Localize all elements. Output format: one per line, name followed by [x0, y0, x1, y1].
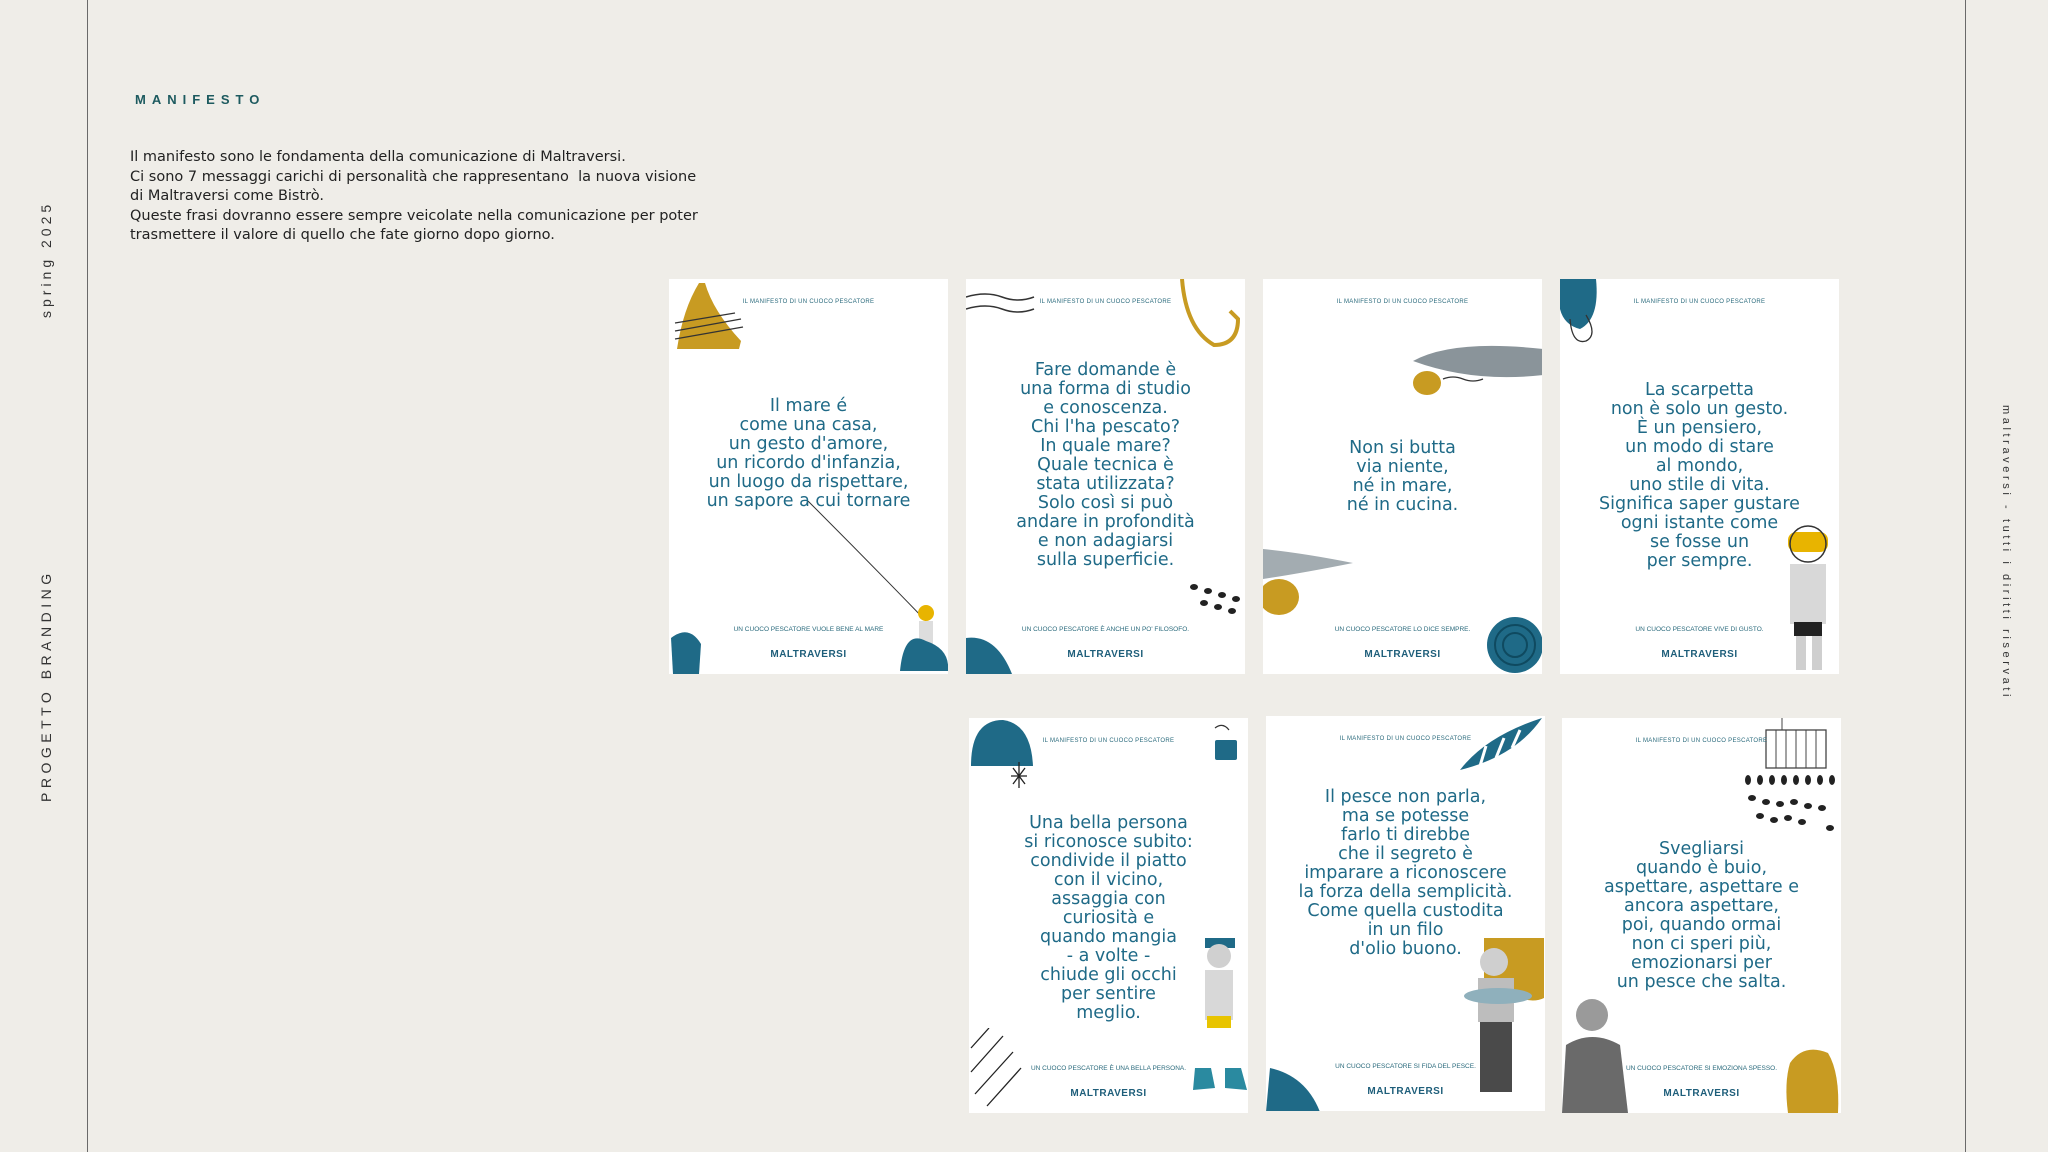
- poster-header: IL MANIFESTO DI UN CUOCO PESCATORE: [1042, 738, 1175, 744]
- poster-quote: La scarpetta non è solo un gesto. È un pensiero, un modo di stare al mondo, uno stile di vita. Significa saper gustare ogni istante come se fosse un per sempre.: [1599, 380, 1800, 571]
- manifesto-poster-7: [1562, 718, 1841, 1113]
- manifesto-poster-3: [1263, 279, 1542, 674]
- poster-header: IL MANIFESTO DI UN CUOCO PESCATORE: [1339, 736, 1472, 742]
- intro-line: Queste frasi dovranno essere sempre veicolate nella comunicazione per poter: [130, 207, 698, 224]
- section-title: MANIFESTO: [135, 92, 266, 107]
- dots-decoration: [1188, 581, 1245, 621]
- boy-holding-fish-illustration: [1454, 938, 1544, 1108]
- poster-brand: MALTRAVERSI: [1367, 1086, 1444, 1097]
- left-border-line: [87, 0, 88, 1152]
- right-border-line: [1965, 0, 1966, 1152]
- boy-fishing-illustration: [808, 501, 948, 671]
- sardine-fish-illustration: [1413, 339, 1542, 419]
- poster-header: IL MANIFESTO DI UN CUOCO PESCATORE: [742, 299, 875, 305]
- poster-header: IL MANIFESTO DI UN CUOCO PESCATORE: [1336, 299, 1469, 305]
- poster-quote: Non si butta via niente, né in mare, né in cucina.: [1346, 438, 1459, 515]
- poster-header: IL MANIFESTO DI UN CUOCO PESCATORE: [1635, 738, 1768, 744]
- poster-brand: MALTRAVERSI: [1663, 1088, 1740, 1099]
- poster-tagline: UN CUOCO PESCATORE SI FIDA DEL PESCE.: [1335, 1063, 1476, 1070]
- poster-header: IL MANIFESTO DI UN CUOCO PESCATORE: [1633, 299, 1766, 305]
- poster-brand: MALTRAVERSI: [1364, 649, 1441, 660]
- poster-tagline: UN CUOCO PESCATORE È ANCHE UN PO' FILOSOFO.: [1021, 626, 1190, 633]
- poster-quote: Svegliarsi quando è buio, aspettare, aspettare e ancora aspettare, poi, quando ormai non ci speri più, emozionarsi per un pesce che salta.: [1604, 839, 1799, 992]
- manifesto-poster-6: [1266, 716, 1545, 1111]
- fish-hook-icon: [1176, 279, 1245, 349]
- lemon-shape: [1784, 1043, 1840, 1113]
- project-label: PROGETTO BRANDING: [38, 569, 54, 802]
- poster-quote: Fare domande è una forma di studio e conoscenza. Chi l'ha pescato? In quale mare? Quale tecnica è stata utilizzata? Solo così si può andare in profondità e non adagiarsi sulla superficie.: [1016, 360, 1195, 570]
- blue-stone-illustration: [969, 718, 1039, 788]
- boy-flippers-illustration: [1191, 938, 1248, 1098]
- poster-quote: Il pesce non parla, ma se potesse farlo ti direbbe che il segreto è imparare a riconoscere la forza della semplicità. Come quella custodita in un filo d'olio buono.: [1298, 787, 1513, 959]
- intro-line: di Maltraversi come Bistrò.: [130, 188, 325, 204]
- poster-tagline: UN CUOCO PESCATORE È UNA BELLA PERSONA.: [1030, 1065, 1187, 1072]
- poster-tagline: UN CUOCO PESCATORE LO DICE SEMPRE.: [1334, 626, 1471, 633]
- poster-tagline: UN CUOCO PESCATORE VUOLE BENE AL MARE: [733, 626, 884, 633]
- fishing-hut-illustration: [1742, 718, 1841, 838]
- rights-label: maltraversi - tutti i diritti riservati: [2000, 405, 2012, 701]
- shell-spiral-illustration: [1481, 609, 1542, 674]
- intro-paragraph: [130, 148, 810, 246]
- poster-quote: Il mare é come una casa, un gesto d'amore, un ricordo d'infanzia, un luogo da rispettare, un sapore a cui tornare: [706, 396, 911, 511]
- poster-tagline: UN CUOCO PESCATORE SI EMOZIONA SPESSO.: [1625, 1065, 1778, 1072]
- poster-tagline: UN CUOCO PESCATORE VIVE DI GUSTO.: [1635, 626, 1764, 633]
- intro-line: Ci sono 7 messaggi carichi di personalità che rappresentano la nuova visione: [130, 168, 697, 185]
- season-label: spring 2025: [38, 200, 54, 318]
- intro-line: Il manifesto sono le fondamenta della comunicazione di Maltraversi.: [130, 149, 626, 165]
- manifesto-poster-2: [966, 279, 1245, 674]
- blue-drop-shape: [1560, 279, 1610, 349]
- manifesto-poster-4: [1560, 279, 1839, 674]
- lemon-squeezer-illustration: [669, 279, 749, 359]
- wavy-lines-decoration: [966, 289, 1036, 329]
- poster-header: IL MANIFESTO DI UN CUOCO PESCATORE: [1039, 299, 1172, 305]
- poster-brand: MALTRAVERSI: [1070, 1088, 1147, 1099]
- fish-tail-illustration: [1263, 539, 1353, 619]
- manifesto-poster-5: [969, 718, 1248, 1113]
- poster-brand: MALTRAVERSI: [770, 649, 847, 660]
- manifesto-poster-1: [669, 279, 948, 674]
- poster-brand: MALTRAVERSI: [1661, 649, 1738, 660]
- poster-brand: MALTRAVERSI: [1067, 649, 1144, 660]
- striped-fish-shape: [1456, 716, 1545, 776]
- intro-line: trasmettere il valore di quello che fate giorno dopo giorno.: [130, 227, 555, 243]
- poster-quote: Una bella persona si riconosce subito: condivide il piatto con il vicino, assaggia con curiosità e quando mangia - a volte - chiude gli occhi per sentire meglio.: [1024, 813, 1193, 1023]
